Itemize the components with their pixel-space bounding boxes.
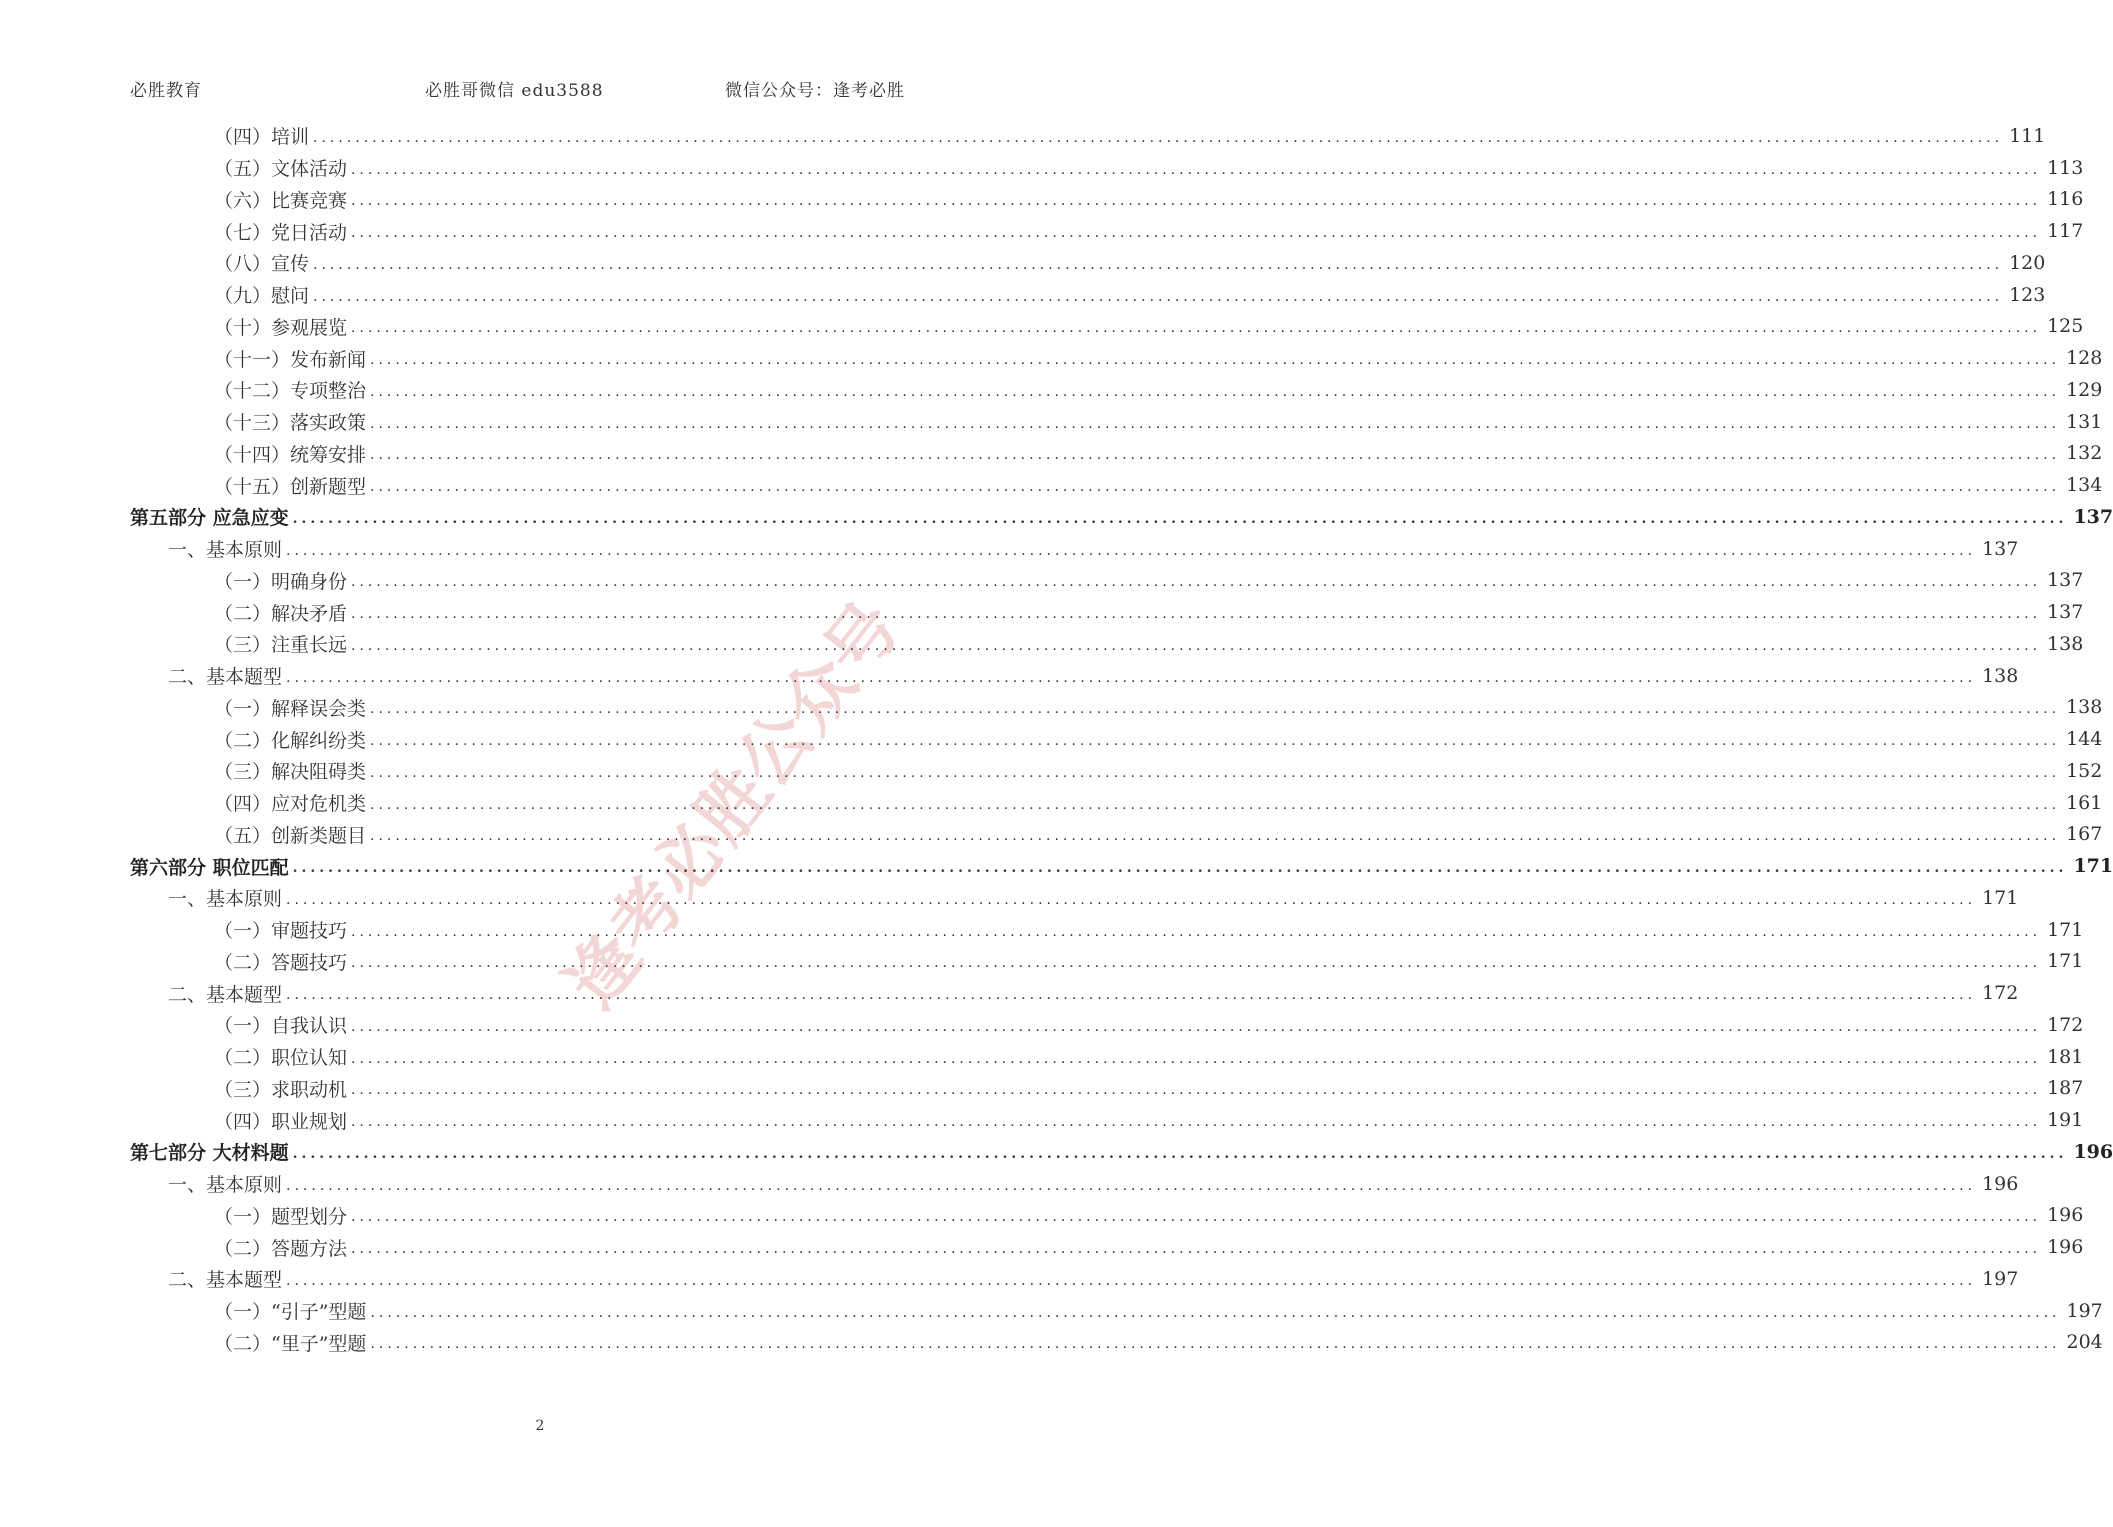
header-center-text: 必胜哥微信 edu3588 bbox=[425, 81, 604, 101]
toc-leader-dots: ........................................................................................................................................................................................................ bbox=[351, 193, 2042, 210]
toc-entry[interactable] bbox=[0, 1136, 2113, 1168]
toc-leader-dots: ........................................................................................................................................................................................................ bbox=[286, 669, 1977, 686]
toc-entry-title: 一、基本原则 bbox=[168, 1174, 283, 1197]
toc-leader-dots: ........................................................................................................................................................................................................ bbox=[313, 288, 2004, 305]
toc-entry-page: 171 bbox=[2073, 855, 2113, 878]
toc-entry-page: 197 bbox=[2066, 1299, 2103, 1322]
toc-leader-dots: ........................................................................................................................................................................................................ bbox=[351, 923, 2042, 940]
toc-entry[interactable] bbox=[0, 850, 2113, 882]
page-number: 2 bbox=[535, 1418, 545, 1434]
toc-entry[interactable] bbox=[0, 152, 2084, 184]
toc-entry-title: （三）解决阻碍类 bbox=[214, 761, 367, 784]
toc-entry-page: 196 bbox=[2073, 1140, 2113, 1163]
toc-leader-dots: ........................................................................................................................................................................................................ bbox=[313, 256, 2004, 273]
toc-entry[interactable] bbox=[0, 247, 2046, 279]
toc-entry[interactable] bbox=[0, 946, 2084, 978]
toc-entry[interactable] bbox=[0, 565, 2084, 597]
toc-leader-dots: ........................................................................................................................................................................................................ bbox=[286, 891, 1977, 908]
toc-entry[interactable] bbox=[0, 184, 2084, 216]
toc-leader-dots: ........................................................................................................................................................................................................ bbox=[286, 987, 1977, 1004]
toc-entry-title: （一）“引子”型题 bbox=[214, 1301, 367, 1324]
toc-entry-page: 197 bbox=[1982, 1267, 2019, 1290]
toc-entry-title: 第五部分 应急应变 bbox=[130, 507, 289, 530]
toc-entry-title: （七）党日活动 bbox=[214, 221, 348, 244]
toc-entry-page: 167 bbox=[2066, 823, 2103, 846]
toc-leader-dots: ........................................................................................................................................................................................................ bbox=[286, 1272, 1977, 1289]
toc-entry-title: 第七部分 大材料题 bbox=[130, 1142, 289, 1165]
toc-leader-dots: ........................................................................................................................................................................................................ bbox=[292, 1145, 2068, 1162]
toc-entry-title: （十四）统筹安排 bbox=[214, 443, 367, 466]
toc-entry-title: （二）化解纠纷类 bbox=[214, 729, 367, 752]
svg-text:逢考必胜公众号: 逢考必胜公众号 bbox=[549, 585, 917, 1024]
toc-entry-page: 116 bbox=[2047, 188, 2084, 211]
toc-entry[interactable] bbox=[0, 596, 2084, 628]
toc-entry-page: 120 bbox=[2009, 251, 2046, 274]
toc-entry-title: （三）注重长远 bbox=[214, 634, 348, 657]
toc-entry-title: 一、基本原则 bbox=[168, 539, 283, 562]
toc-entry-page: 204 bbox=[2066, 1331, 2103, 1354]
toc-entry-page: 196 bbox=[2047, 1236, 2084, 1259]
toc-leader-dots: ........................................................................................................................................................................................................ bbox=[292, 510, 2068, 527]
toc-leader-dots: ........................................................................................................................................................................................................ bbox=[351, 1209, 2042, 1226]
toc-leader-dots: ........................................................................................................................................................................................................ bbox=[286, 1177, 1977, 1194]
toc-entry-page: 137 bbox=[2073, 505, 2113, 528]
toc-entry[interactable] bbox=[0, 374, 2103, 406]
toc-entry-page: 113 bbox=[2047, 156, 2084, 179]
toc-entry[interactable] bbox=[0, 1295, 2103, 1327]
toc-leader-dots: ........................................................................................................................................................................................................ bbox=[351, 225, 2042, 242]
toc-entry-page: 196 bbox=[1982, 1172, 2019, 1195]
toc-entry[interactable] bbox=[0, 1231, 2084, 1263]
toc-entry[interactable] bbox=[0, 501, 2113, 533]
toc-entry[interactable] bbox=[0, 660, 2019, 692]
toc-entry[interactable] bbox=[0, 723, 2103, 755]
toc-entry-page: 138 bbox=[2047, 632, 2084, 655]
toc-entry[interactable] bbox=[0, 1009, 2084, 1041]
toc-entry-page: 161 bbox=[2066, 791, 2103, 814]
page-header bbox=[0, 76, 1080, 102]
toc-leader-dots: ........................................................................................................................................................................................................ bbox=[370, 383, 2061, 400]
toc-entry-title: （九）慰问 bbox=[214, 285, 310, 308]
toc-entry-title: （十）参观展览 bbox=[214, 316, 348, 339]
toc-entry-page: 191 bbox=[2047, 1109, 2084, 1132]
toc-entry-title: （四）职业规划 bbox=[214, 1110, 348, 1133]
toc-entry[interactable] bbox=[0, 406, 2103, 438]
toc-entry-title: （五）文体活动 bbox=[214, 158, 348, 181]
toc-entry[interactable] bbox=[0, 215, 2084, 247]
toc-entry[interactable] bbox=[0, 311, 2084, 343]
toc-leader-dots: ........................................................................................................................................................................................................ bbox=[370, 828, 2061, 845]
table-of-contents bbox=[0, 120, 2113, 1358]
toc-entry-page: 138 bbox=[2066, 696, 2103, 719]
toc-entry-title: （十二）专项整治 bbox=[214, 380, 367, 403]
toc-leader-dots: ........................................................................................................................................................................................................ bbox=[351, 606, 2042, 623]
toc-entry-page: 138 bbox=[1982, 664, 2019, 687]
toc-entry-page: 181 bbox=[2047, 1045, 2084, 1068]
toc-entry-page: 196 bbox=[2047, 1204, 2084, 1227]
toc-leader-dots: ........................................................................................................................................................................................................ bbox=[351, 1082, 2042, 1099]
toc-entry-page: 111 bbox=[2009, 124, 2046, 147]
toc-entry[interactable] bbox=[0, 1327, 2103, 1359]
toc-leader-dots: ........................................................................................................................................................................................................ bbox=[351, 320, 2042, 337]
toc-entry-page: 132 bbox=[2066, 442, 2103, 465]
toc-entry-page: 171 bbox=[1982, 886, 2019, 909]
toc-entry-title: （二）答题技巧 bbox=[214, 951, 348, 974]
toc-entry-page: 137 bbox=[2047, 569, 2084, 592]
toc-entry-page: 152 bbox=[2066, 759, 2103, 782]
toc-entry[interactable] bbox=[0, 628, 2084, 660]
toc-leader-dots: ........................................................................................................................................................................................................ bbox=[370, 764, 2061, 781]
toc-entry-page: 172 bbox=[1982, 982, 2019, 1005]
toc-entry-title: 第六部分 职位匹配 bbox=[130, 856, 289, 879]
toc-entry-page: 137 bbox=[1982, 537, 2019, 560]
toc-entry[interactable] bbox=[0, 755, 2103, 787]
toc-entry-page: 131 bbox=[2066, 410, 2103, 433]
toc-leader-dots: ........................................................................................................................................................................................................ bbox=[370, 352, 2061, 369]
toc-entry[interactable] bbox=[0, 1263, 2019, 1295]
toc-entry-title: 二、基本题型 bbox=[168, 983, 283, 1006]
toc-entry[interactable] bbox=[0, 1041, 2084, 1073]
toc-entry-title: （十五）创新题型 bbox=[214, 475, 367, 498]
toc-leader-dots: ........................................................................................................................................................................................................ bbox=[370, 447, 2061, 464]
toc-entry-title: （十一）发布新闻 bbox=[214, 348, 367, 371]
toc-entry[interactable] bbox=[0, 1168, 2019, 1200]
toc-entry-page: 187 bbox=[2047, 1077, 2084, 1100]
toc-entry[interactable] bbox=[0, 1104, 2084, 1136]
toc-entry-page: 144 bbox=[2066, 728, 2103, 751]
toc-entry-title: （一）审题技巧 bbox=[214, 920, 348, 943]
toc-leader-dots: ........................................................................................................................................................................................................ bbox=[370, 1304, 2061, 1321]
toc-entry-page: 125 bbox=[2047, 315, 2084, 338]
toc-entry-page: 129 bbox=[2066, 378, 2103, 401]
toc-entry[interactable] bbox=[0, 533, 2019, 565]
toc-leader-dots: ........................................................................................................................................................................................................ bbox=[370, 479, 2061, 496]
toc-entry-page: 171 bbox=[2047, 950, 2084, 973]
toc-entry-title: （六）比赛竞赛 bbox=[214, 189, 348, 212]
toc-entry-page: 134 bbox=[2066, 474, 2103, 497]
toc-leader-dots: ........................................................................................................................................................................................................ bbox=[351, 1050, 2042, 1067]
toc-entry-title: 一、基本原则 bbox=[168, 888, 283, 911]
toc-entry-title: （十三）落实政策 bbox=[214, 412, 367, 435]
toc-leader-dots: ........................................................................................................................................................................................................ bbox=[351, 574, 2042, 591]
toc-leader-dots: ........................................................................................................................................................................................................ bbox=[370, 701, 2061, 718]
toc-leader-dots: ........................................................................................................................................................................................................ bbox=[351, 1241, 2042, 1258]
toc-entry[interactable] bbox=[0, 438, 2103, 470]
toc-leader-dots: ........................................................................................................................................................................................................ bbox=[370, 415, 2061, 432]
toc-leader-dots: ........................................................................................................................................................................................................ bbox=[370, 733, 2061, 750]
toc-entry[interactable] bbox=[0, 120, 2046, 152]
toc-entry-title: 二、基本题型 bbox=[168, 1269, 283, 1292]
toc-leader-dots: ........................................................................................................................................................................................................ bbox=[313, 129, 2004, 146]
toc-entry-title: （一）解释误会类 bbox=[214, 697, 367, 720]
toc-entry[interactable] bbox=[0, 914, 2084, 946]
toc-leader-dots: ........................................................................................................................................................................................................ bbox=[351, 1114, 2042, 1131]
toc-entry[interactable] bbox=[0, 977, 2019, 1009]
toc-leader-dots: ........................................................................................................................................................................................................ bbox=[286, 542, 1977, 559]
toc-entry-title: （五）创新类题目 bbox=[214, 824, 367, 847]
toc-entry[interactable] bbox=[0, 787, 2103, 819]
toc-entry-page: 137 bbox=[2047, 601, 2084, 624]
toc-entry-page: 171 bbox=[2047, 918, 2084, 941]
toc-leader-dots: ........................................................................................................................................................................................................ bbox=[351, 161, 2042, 178]
toc-entry[interactable] bbox=[0, 1073, 2084, 1105]
toc-entry-title: （一）题型划分 bbox=[214, 1205, 348, 1228]
toc-entry-title: （三）求职动机 bbox=[214, 1078, 348, 1101]
toc-entry-title: （二）解决矛盾 bbox=[214, 602, 348, 625]
toc-entry-title: （八）宣传 bbox=[214, 253, 310, 276]
header-right-text: 微信公众号：逢考必胜 bbox=[725, 81, 905, 101]
toc-entry[interactable] bbox=[0, 882, 2019, 914]
toc-leader-dots: ........................................................................................................................................................................................................ bbox=[351, 637, 2042, 654]
toc-leader-dots: ........................................................................................................................................................................................................ bbox=[370, 1336, 2061, 1353]
toc-entry-page: 117 bbox=[2047, 220, 2084, 243]
toc-entry-title: （一）明确身份 bbox=[214, 570, 348, 593]
toc-leader-dots: ........................................................................................................................................................................................................ bbox=[370, 796, 2061, 813]
toc-entry-title: （二）答题方法 bbox=[214, 1237, 348, 1260]
toc-entry-title: （四）培训 bbox=[214, 126, 310, 149]
toc-entry[interactable] bbox=[0, 279, 2046, 311]
toc-entry-title: （四）应对危机类 bbox=[214, 793, 367, 816]
toc-entry[interactable] bbox=[0, 469, 2103, 501]
toc-entry[interactable] bbox=[0, 342, 2103, 374]
toc-entry-title: （二）“里子”型题 bbox=[214, 1332, 367, 1355]
toc-leader-dots: ........................................................................................................................................................................................................ bbox=[351, 955, 2042, 972]
toc-leader-dots: ........................................................................................................................................................................................................ bbox=[292, 860, 2068, 877]
toc-entry-page: 128 bbox=[2066, 347, 2103, 370]
toc-entry-title: 二、基本题型 bbox=[168, 666, 283, 689]
header-left-text: 必胜教育 bbox=[130, 81, 202, 101]
toc-leader-dots: ........................................................................................................................................................................................................ bbox=[351, 1018, 2042, 1035]
toc-entry-page: 172 bbox=[2047, 1013, 2084, 1036]
toc-entry[interactable] bbox=[0, 1200, 2084, 1232]
toc-entry[interactable] bbox=[0, 819, 2103, 851]
toc-entry-title: （一）自我认识 bbox=[214, 1015, 348, 1038]
toc-entry[interactable] bbox=[0, 692, 2103, 724]
toc-entry-page: 123 bbox=[2009, 283, 2046, 306]
toc-entry-title: （二）职位认知 bbox=[214, 1047, 348, 1070]
